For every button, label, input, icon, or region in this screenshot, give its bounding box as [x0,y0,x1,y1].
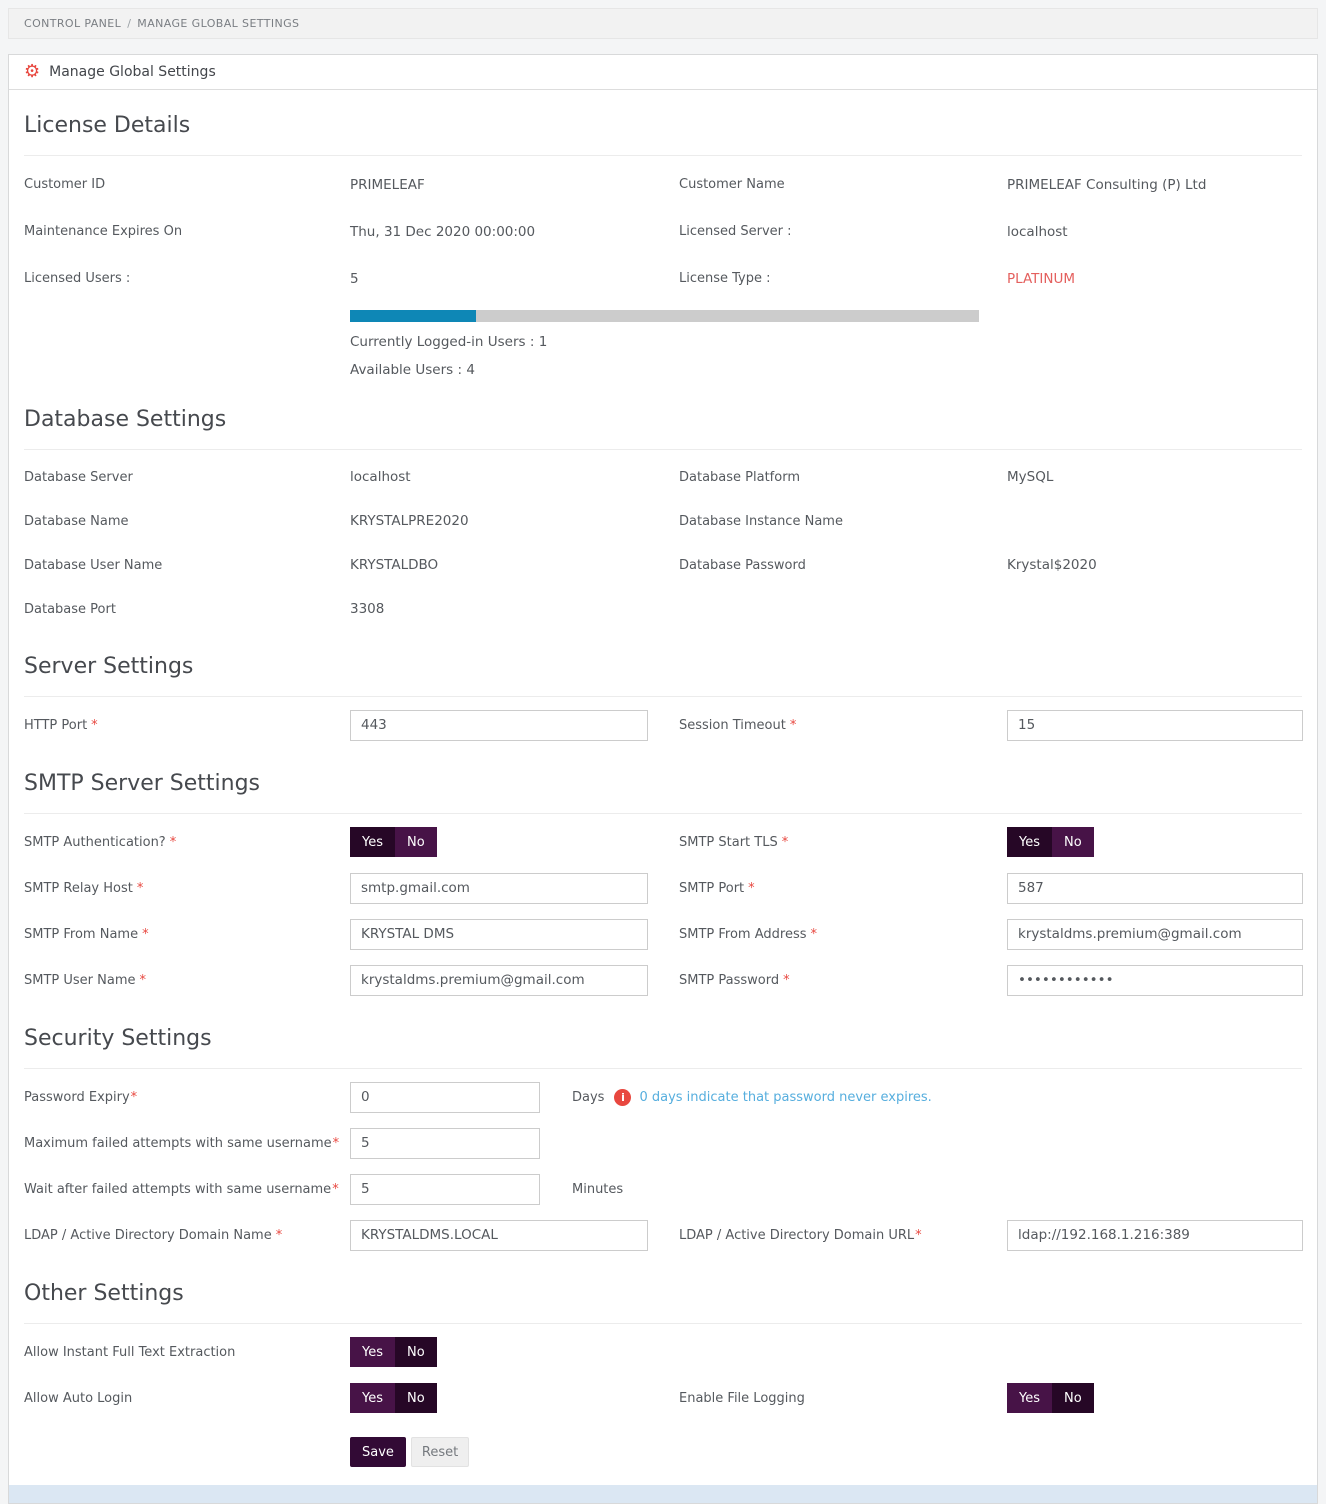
database-row-3 [24,543,1302,587]
smtp-from-address-input[interactable] [1007,919,1303,950]
server-settings-row-1 [24,702,1302,748]
required-marker: * [136,880,144,896]
divider [24,1323,1302,1324]
smtp-start-tls-no-button[interactable]: No [1052,827,1094,857]
breadcrumb-manage-global-settings: MANAGE GLOBAL SETTINGS [137,17,300,30]
maintenance-expires-label: Maintenance Expires On [24,224,183,239]
database-server-label: Database Server [24,469,133,485]
max-failed-attempts-label: Maximum failed attempts with same username* [24,1135,340,1151]
database-platform-label: Database Platform [679,469,800,485]
enable-file-logging-yes-button[interactable]: Yes [1007,1383,1052,1413]
customer-id-value: PRIMELEAF [350,176,425,193]
section-database-settings [24,406,1302,631]
breadcrumb [8,8,1318,39]
panel-header [9,55,1317,90]
database-user-name-label: Database User Name [24,557,163,573]
smtp-server-settings-heading: SMTP Server Settings [24,771,261,796]
wait-after-failed-input[interactable] [350,1174,540,1205]
max-failed-attempts-input[interactable] [350,1128,540,1159]
smtp-row-4 [24,957,1302,1003]
section-server-settings [24,653,1302,748]
smtp-user-name-input[interactable] [350,965,648,996]
customer-name-value: PRIMELEAF Consulting (P) Ltd [1007,176,1207,193]
http-port-input[interactable] [350,710,648,741]
password-expiry-label: Password Expiry* [24,1089,138,1105]
license-row-1 [24,161,1302,208]
ldap-domain-name-label: LDAP / Active Directory Domain Name * [24,1227,283,1243]
divider [24,449,1302,450]
smtp-start-tls-yes-button[interactable]: Yes [1007,827,1052,857]
allow-auto-login-yes-button[interactable]: Yes [350,1383,395,1413]
full-text-extraction-label: Allow Instant Full Text Extraction [24,1344,236,1360]
enable-file-logging-label: Enable File Logging [679,1390,805,1406]
section-other-settings [24,1280,1302,1467]
smtp-start-tls-toggle [1007,827,1094,857]
customer-name-label: Customer Name [679,177,785,192]
divider [24,1068,1302,1069]
licensed-users-label: Licensed Users : [24,271,131,286]
logged-in-users-bar-fill [350,310,476,322]
database-instance-name-label: Database Instance Name [679,513,843,529]
smtp-port-label: SMTP Port * [679,880,755,896]
licensed-server-label: Licensed Server : [679,224,792,239]
allow-auto-login-no-button[interactable]: No [395,1383,437,1413]
database-name-label: Database Name [24,513,129,529]
required-marker: * [915,1227,922,1243]
other-row-1 [24,1329,1302,1375]
password-expiry-note: 0 days indicate that password never expires. [639,1089,932,1105]
required-marker: * [91,717,98,733]
smtp-start-tls-label: SMTP Start TLS * [679,834,789,850]
session-timeout-label: Session Timeout * [679,717,797,733]
smtp-row-2 [24,865,1302,911]
required-marker: * [332,1135,340,1151]
enable-file-logging-no-button[interactable]: No [1052,1383,1094,1413]
manage-global-settings-panel [8,54,1318,1504]
max-failed-attempts-row [24,1120,1302,1166]
license-type-value: PLATINUM [1007,270,1076,287]
logged-in-users-row [24,328,1302,356]
smtp-password-input[interactable] [1007,965,1303,996]
smtp-from-name-input[interactable] [350,919,648,950]
license-usage-row [24,310,1302,322]
smtp-relay-host-input[interactable] [350,873,648,904]
database-password-value: Krystal$2020 [1007,557,1097,573]
licensed-users-value: 5 [350,270,359,287]
ldap-domain-name-input[interactable] [350,1220,648,1251]
smtp-user-name-label: SMTP User Name * [24,972,146,988]
divider [24,813,1302,814]
minutes-unit-label: Minutes [572,1181,624,1197]
database-settings-heading: Database Settings [24,407,227,432]
info-icon: i [614,1089,631,1106]
license-row-2 [24,208,1302,255]
smtp-relay-host-label: SMTP Relay Host * [24,880,144,896]
password-expiry-row [24,1074,1302,1120]
breadcrumb-separator: / [127,17,132,30]
database-server-value: localhost [350,469,411,485]
breadcrumb-control-panel[interactable]: CONTROL PANEL [24,17,122,30]
http-port-label: HTTP Port * [24,717,98,733]
password-expiry-input[interactable] [350,1082,540,1113]
ldap-domain-url-label: LDAP / Active Directory Domain URL* [679,1227,922,1243]
reset-button[interactable]: Reset [411,1437,469,1467]
required-marker: * [789,717,797,733]
panel-footer-strip [9,1485,1317,1503]
security-settings-heading: Security Settings [24,1026,212,1051]
logged-in-users-text: Currently Logged-in Users : 1 [350,334,548,350]
days-unit-label: Days [572,1089,605,1105]
database-row-4 [24,587,1302,631]
smtp-authentication-yes-button[interactable]: Yes [350,827,395,857]
smtp-from-address-label: SMTP From Address * [679,926,817,942]
ldap-row [24,1212,1302,1258]
smtp-authentication-no-button[interactable]: No [395,827,437,857]
save-button[interactable]: Save [350,1437,406,1467]
database-name-value: KRYSTALPRE2020 [350,513,469,529]
full-text-extraction-no-button[interactable]: No [395,1337,437,1367]
required-marker: * [783,972,790,988]
license-details-heading: License Details [24,113,191,138]
smtp-port-input[interactable] [1007,873,1303,904]
smtp-authentication-toggle [350,827,437,857]
allow-auto-login-label: Allow Auto Login [24,1390,133,1406]
smtp-row-3 [24,911,1302,957]
smtp-row-1 [24,819,1302,865]
required-marker: * [275,1227,283,1243]
required-marker: * [748,880,755,896]
server-settings-heading: Server Settings [24,654,194,679]
available-users-text: Available Users : 4 [350,362,475,378]
smtp-authentication-label: SMTP Authentication? * [24,834,177,850]
full-text-extraction-yes-button[interactable]: Yes [350,1337,395,1367]
allow-auto-login-toggle [350,1383,437,1413]
smtp-password-label: SMTP Password * [679,972,790,988]
database-password-label: Database Password [679,557,806,573]
wait-after-failed-label: Wait after failed attempts with same username* [24,1181,339,1197]
database-row-2 [24,499,1302,543]
required-marker: * [142,926,149,942]
full-text-extraction-toggle [350,1337,437,1367]
section-security-settings [24,1025,1302,1258]
customer-id-label: Customer ID [24,177,106,192]
required-marker: * [332,1181,339,1197]
section-license-details [24,112,1302,384]
required-marker: * [139,972,146,988]
logged-in-users-bar [350,310,979,322]
maintenance-expires-value: Thu, 31 Dec 2020 00:00:00 [350,223,536,240]
database-port-value: 3308 [350,601,385,617]
licensed-server-value: localhost [1007,223,1068,240]
wait-after-failed-row [24,1166,1302,1212]
panel-body [9,90,1317,1467]
required-marker: * [810,926,817,942]
divider [24,696,1302,697]
other-settings-heading: Other Settings [24,1281,184,1306]
ldap-domain-url-input[interactable] [1007,1220,1303,1251]
section-smtp-server-settings [24,770,1302,1003]
database-platform-value: MySQL [1007,469,1054,485]
database-row-1 [24,455,1302,499]
required-marker: * [130,1089,138,1105]
required-marker: * [781,834,789,850]
database-port-label: Database Port [24,601,116,617]
available-users-row [24,356,1302,384]
gear-icon: ⚙ [24,61,41,82]
required-marker: * [169,834,177,850]
divider [24,155,1302,156]
form-actions [350,1437,1302,1467]
session-timeout-input[interactable] [1007,710,1303,741]
other-row-2 [24,1375,1302,1421]
page-title: Manage Global Settings [49,64,216,80]
license-row-3 [24,255,1302,302]
enable-file-logging-toggle [1007,1383,1094,1413]
license-type-label: License Type : [679,271,771,286]
database-user-name-value: KRYSTALDBO [350,557,439,573]
smtp-from-name-label: SMTP From Name * [24,926,149,942]
